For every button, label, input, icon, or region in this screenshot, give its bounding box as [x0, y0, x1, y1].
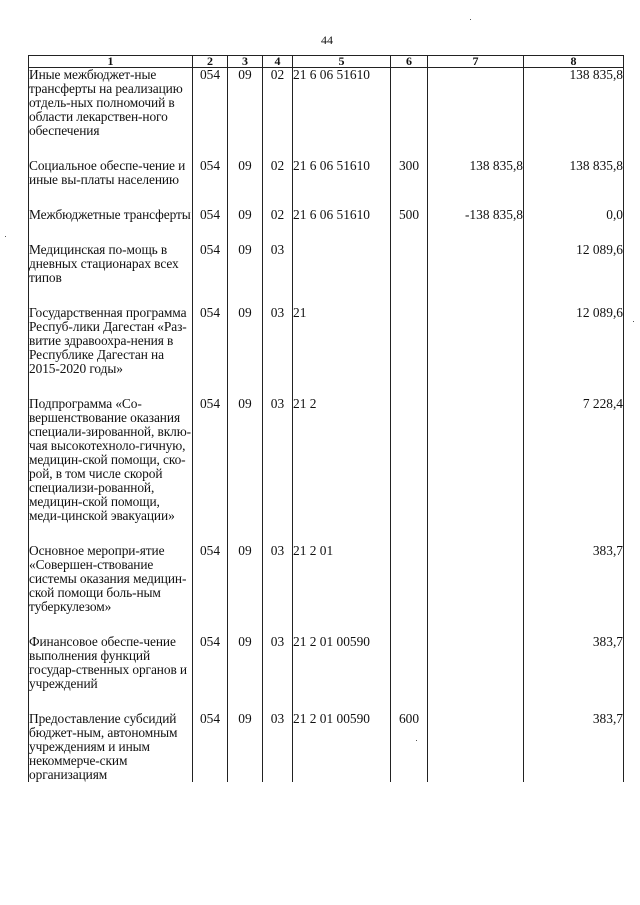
total-amount-cell: 0,0 — [524, 208, 624, 222]
ministry-code-cell: 054 — [193, 68, 228, 139]
spacer-cell — [391, 523, 428, 544]
table-row — [29, 243, 624, 285]
spacer-cell — [524, 285, 624, 306]
section-code-cell: 09 — [228, 635, 263, 691]
section-code-cell: 09 — [228, 208, 263, 222]
scan-speck — [470, 19, 471, 20]
ministry-code-cell: 054 — [193, 306, 228, 376]
spacer-cell — [428, 614, 524, 635]
total-amount-cell: 7 228,4 — [524, 397, 624, 523]
target-article-cell: 21 2 01 00590 — [293, 635, 391, 691]
spacer-cell — [391, 187, 428, 208]
table-row — [29, 397, 624, 523]
expense-type-cell — [391, 68, 428, 139]
column-header-7: 7 — [428, 56, 524, 68]
row-spacer — [29, 614, 624, 635]
row-spacer — [29, 138, 624, 159]
target-article-cell — [293, 243, 391, 285]
ministry-code-cell: 054 — [193, 243, 228, 285]
budget-table — [28, 55, 624, 782]
change-amount-cell — [428, 635, 524, 691]
change-amount-cell — [428, 712, 524, 782]
expense-type-cell — [391, 635, 428, 691]
page-number: 44 — [321, 33, 333, 47]
spacer-cell — [391, 691, 428, 712]
expense-type-cell — [391, 243, 428, 285]
spacer-cell — [263, 691, 293, 712]
spacer-cell — [293, 187, 391, 208]
column-header-3: 3 — [228, 56, 263, 68]
spacer-cell — [293, 614, 391, 635]
spacer-cell — [428, 691, 524, 712]
spacer-cell — [29, 376, 193, 397]
change-amount-cell: -138 835,8 — [428, 208, 524, 222]
section-code-cell: 09 — [228, 544, 263, 614]
column-header-8: 8 — [524, 56, 624, 68]
spacer-cell — [524, 222, 624, 243]
column-header-5: 5 — [293, 56, 391, 68]
subsection-code-cell: 03 — [263, 306, 293, 376]
spacer-cell — [263, 285, 293, 306]
spacer-cell — [524, 138, 624, 159]
spacer-cell — [391, 222, 428, 243]
ministry-code-cell: 054 — [193, 635, 228, 691]
scan-speck — [633, 321, 634, 322]
target-article-cell: 21 — [293, 306, 391, 376]
spacer-cell — [293, 222, 391, 243]
spacer-cell — [293, 523, 391, 544]
section-code-cell: 09 — [228, 243, 263, 285]
total-amount-cell: 12 089,6 — [524, 243, 624, 285]
subsection-code-cell: 03 — [263, 635, 293, 691]
table-row — [29, 544, 624, 614]
column-header-2: 2 — [193, 56, 228, 68]
subsection-code-cell: 02 — [263, 159, 293, 187]
row-name-cell: Межбюджетные трансферты — [29, 207, 191, 222]
row-name-cell: Социальное обеспе-чение и иные вы-платы населению — [29, 159, 193, 187]
spacer-cell — [263, 376, 293, 397]
spacer-cell — [228, 614, 263, 635]
table-row — [29, 159, 624, 187]
total-amount-cell: 383,7 — [524, 712, 624, 782]
spacer-cell — [428, 222, 524, 243]
spacer-cell — [193, 222, 228, 243]
spacer-cell — [228, 523, 263, 544]
spacer-cell — [524, 376, 624, 397]
change-amount-cell — [428, 544, 524, 614]
spacer-cell — [193, 376, 228, 397]
spacer-cell — [293, 376, 391, 397]
spacer-cell — [524, 523, 624, 544]
row-name-cell: Медицинская по-мощь в дневных стационарах всех типов — [29, 243, 193, 285]
row-name-cell: Государственная программа Респуб-лики Дагестан «Раз-витие здравоохра-нения в Республике Дагестан на 2015-2020 годы» — [29, 306, 193, 376]
expense-type-cell: 600 — [391, 712, 428, 782]
table-row — [29, 712, 624, 782]
spacer-cell — [293, 285, 391, 306]
ministry-code-cell: 054 — [193, 544, 228, 614]
expense-type-cell: 300 — [391, 159, 428, 187]
spacer-cell — [263, 614, 293, 635]
spacer-cell — [193, 691, 228, 712]
row-spacer — [29, 187, 624, 208]
spacer-cell — [29, 691, 193, 712]
subsection-code-cell: 03 — [263, 243, 293, 285]
spacer-cell — [228, 138, 263, 159]
spacer-cell — [524, 614, 624, 635]
spacer-cell — [391, 138, 428, 159]
spacer-cell — [263, 222, 293, 243]
section-code-cell: 09 — [228, 306, 263, 376]
change-amount-cell — [428, 68, 524, 139]
spacer-cell — [428, 138, 524, 159]
row-name-cell: Предоставление субсидий бюджет-ным, автономным учреждениям и иным некоммерче-ским организациям — [29, 712, 193, 782]
spacer-cell — [428, 523, 524, 544]
spacer-cell — [193, 187, 228, 208]
spacer-cell — [428, 285, 524, 306]
spacer-cell — [391, 285, 428, 306]
total-amount-cell: 12 089,6 — [524, 306, 624, 376]
target-article-cell: 21 6 06 51610 — [293, 208, 391, 222]
row-spacer — [29, 691, 624, 712]
spacer-cell — [228, 285, 263, 306]
target-article-cell: 21 2 01 00590 — [293, 712, 391, 782]
change-amount-cell — [428, 306, 524, 376]
table-header-row — [29, 56, 624, 68]
table-row — [29, 208, 624, 222]
spacer-cell — [428, 376, 524, 397]
spacer-cell — [29, 285, 193, 306]
total-amount-cell: 138 835,8 — [524, 68, 624, 139]
spacer-cell — [193, 138, 228, 159]
expense-type-cell — [391, 544, 428, 614]
ministry-code-cell: 054 — [193, 159, 228, 187]
subsection-code-cell: 03 — [263, 712, 293, 782]
ministry-code-cell: 054 — [193, 397, 228, 523]
scan-speck — [5, 236, 6, 237]
spacer-cell — [428, 187, 524, 208]
total-amount-cell: 383,7 — [524, 544, 624, 614]
table-row — [29, 635, 624, 691]
change-amount-cell: 138 835,8 — [428, 159, 524, 187]
spacer-cell — [29, 222, 193, 243]
spacer-cell — [263, 138, 293, 159]
target-article-cell: 21 6 06 51610 — [293, 159, 391, 187]
total-amount-cell: 138 835,8 — [524, 159, 624, 187]
row-spacer — [29, 285, 624, 306]
spacer-cell — [29, 138, 193, 159]
target-article-cell: 21 6 06 51610 — [293, 68, 391, 139]
row-spacer — [29, 376, 624, 397]
ministry-code-cell: 054 — [193, 712, 228, 782]
spacer-cell — [263, 187, 293, 208]
row-name-cell: Подпрограмма «Со-вершенствование оказания специали-зированной, вклю-чая высокотехноло-гичную, медицин-ской помощи, ско-рой, в том числе скорой специализи-рованной, медицин-ской помощи, меди-цинской эвакуации» — [29, 396, 191, 523]
row-spacer — [29, 222, 624, 243]
table-row — [29, 68, 624, 139]
change-amount-cell — [428, 243, 524, 285]
subsection-code-cell: 03 — [263, 544, 293, 614]
section-code-cell: 09 — [228, 397, 263, 523]
column-header-1: 1 — [29, 56, 193, 68]
spacer-cell — [29, 614, 193, 635]
section-code-cell: 09 — [228, 712, 263, 782]
spacer-cell — [391, 614, 428, 635]
scan-speck — [416, 740, 417, 741]
table-row — [29, 306, 624, 376]
spacer-cell — [193, 614, 228, 635]
ministry-code-cell: 054 — [193, 208, 228, 222]
subsection-code-cell: 03 — [263, 397, 293, 523]
spacer-cell — [391, 376, 428, 397]
spacer-cell — [228, 187, 263, 208]
column-header-4: 4 — [263, 56, 293, 68]
row-name-cell: Основное меропри-ятие «Совершен-ствование системы оказания медицин-ской помощи боль-ным туберкулезом» — [29, 544, 193, 614]
expense-type-cell: 500 — [391, 208, 428, 222]
subsection-code-cell: 02 — [263, 68, 293, 139]
spacer-cell — [228, 691, 263, 712]
section-code-cell: 09 — [228, 159, 263, 187]
section-code-cell: 09 — [228, 68, 263, 139]
spacer-cell — [293, 691, 391, 712]
spacer-cell — [228, 222, 263, 243]
spacer-cell — [524, 691, 624, 712]
row-name-cell: Иные межбюджет-ные трансферты на реализацию отдель-ных полномочий в области лекарствен-ного обеспечения — [29, 68, 193, 139]
table-body — [29, 68, 624, 783]
change-amount-cell — [428, 397, 524, 523]
column-header-6: 6 — [391, 56, 428, 68]
spacer-cell — [29, 187, 193, 208]
spacer-cell — [193, 523, 228, 544]
subsection-code-cell: 02 — [263, 208, 293, 222]
spacer-cell — [263, 523, 293, 544]
spacer-cell — [293, 138, 391, 159]
expense-type-cell — [391, 397, 428, 523]
target-article-cell: 21 2 — [293, 397, 391, 523]
spacer-cell — [228, 376, 263, 397]
target-article-cell: 21 2 01 — [293, 544, 391, 614]
expense-type-cell — [391, 306, 428, 376]
row-spacer — [29, 523, 624, 544]
row-name-cell: Финансовое обеспе-чение выполнения функций государ-ственных органов и учреждений — [29, 635, 193, 691]
spacer-cell — [524, 187, 624, 208]
spacer-cell — [29, 523, 193, 544]
total-amount-cell: 383,7 — [524, 635, 624, 691]
spacer-cell — [193, 285, 228, 306]
